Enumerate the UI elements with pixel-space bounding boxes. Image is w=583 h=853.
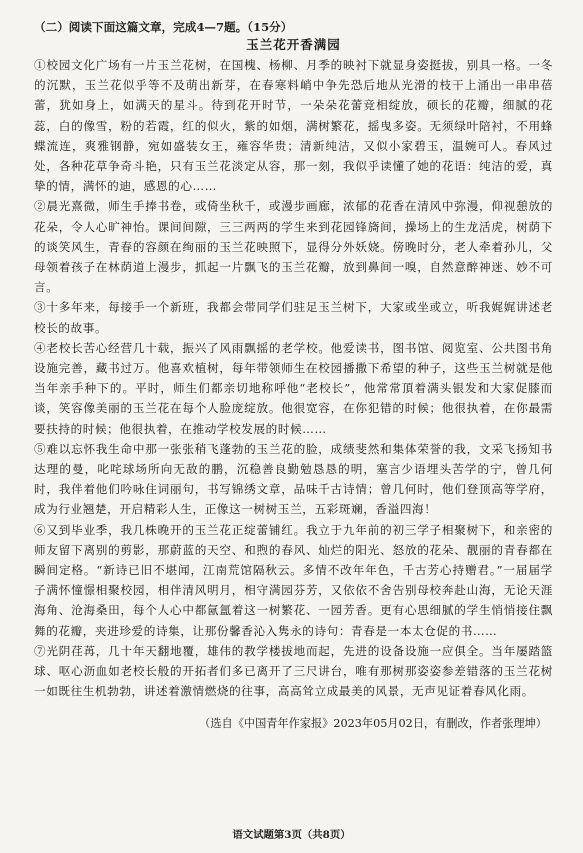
paragraph-6: ⑥又到毕业季，我几株晚开的玉兰花正绽蕾铺红。我立于九年前的初三学子相聚树下，和亲密的师友留下离别的剪影，那蔚蓝的天空、和煦的春风、灿烂的阳光、怒放的花朵、靓丽的青春都在瞬间定格。“新诗已旧不堪闻，江南荒馆隔秋云。多情不改年年色，千古芳心持赠君。”一届届学子满怀憧憬相聚校园，相伴清风明月，相守满园芬芳，又依依不舍告别母校奔赴山海，无论天涯海角、沧海桑田，每个人心中都氤氲着这一树繁花、一园芳香。更有心思细腻的学生悄悄接住飘舞的花瓣，夹进珍爱的诗集，让那份馨香沁入隽永的诗句：青春是一本太仓促的书…… (34, 522, 553, 638)
paragraph-7: ⑦光阴荏苒，几十年天翻地覆，雄伟的教学楼拔地而起，先进的设备设施一应俱全。当年屡踏篮球、呕心沥血如老校长般的开拓者们多已离开了三尺讲台，唯有那树那姿姿参差错落的玉兰花树一如既往生机勃勃，讲述着激情燃烧的往事，高高耸立成最美的风景，无声见证着春风化雨。 (34, 643, 553, 699)
page-footer: 语文试题第3页（共8页） (232, 829, 351, 841)
paragraph-5: ⑤难以忘怀我生命中那一张张稍飞蓬勃的玉兰花的脸，成绩斐然和集体荣誉的我，文采飞扬知书达理的曼，叱咤球场所向无敌的鹏，沉稳善良勤勉恳恳的明，塞言少语埋头苦学的宁，曾几何时，我伴着他们吟咏住词丽句，书写锦绣文章，品味千古诗情；曾几何时，他们登顶高等学府，成为行业翘楚，开启精彩人生，正像这一树树玉兰，五彩斑斓，香溢四海！ (34, 441, 553, 517)
section-instruction: （二）阅读下面这篇文章，完成4—7题。（15分） (34, 20, 293, 34)
paragraph-3: ③十多年来，每接手一个新班，我都会带同学们驻足玉兰树下，大家或坐或立，听我娓娓讲述老校长的故事。 (34, 300, 553, 335)
article-source: （选自《中国青年作家报》2023年05月02日，有删改，作者张理坤） (199, 716, 547, 730)
paragraph-2: ②晨光熹微，师生手捧书卷，或倚坐秋千，或漫步画廊，浓郁的花香在清风中弥漫，仰视憩放的花朵，令人心旷神怡。课间间隙，三三两两的学生来到花园锋旖间，操场上的生龙活虎，树荫下的谈笑风生，青春的容颜在绚丽的玉兰花映照下，显得分外妖娆。傍晚时分，老人牵着孙儿，父母领着孩子在林荫道上漫步，抓起一片飘飞的玉兰花瓣，放到鼻间一嗅，自然意醉神迷、妙不可言。 (34, 199, 553, 295)
paragraph-4: ④老校长苦心经营几十载，振兴了风雨飘摇的老学校。他爱读书，图书馆、阅览室、公共图书角设施完善，藏书过万。他喜欢植树，每年带领师生在校园播撒下希望的种子，这些玉兰树就是他当年亲手种下的。平时，师生们都亲切地称呼他“老校长”，他常常頂着满头银发和大家促膝而谈，笑容像美丽的玉兰花在每个人脸庞绽放。他很宽容，在你犯错的时候；他很执着，在你最需要扶持的时候；他很执着，在推动学校发展的时候…… (34, 340, 553, 436)
article-title: 玉兰花开香满园 (246, 37, 341, 52)
paragraph-1: ①校园文化广场有一片玉兰花树，在国槐、杨柳、月季的映衬下就显身姿挺拔，别具一格。一冬的沉默，玉兰花似乎等不及萌出新芽，在春寒料峭中争先恐后地从光滑的枝干上涌出一串串蓓蕾，犹如身上，如满天的星斗。待到花开时节，一朵朵花蕾竞相绽放，硕长的花瓣，细腻的花蕊，白的像雪，粉的若霞，红的似火，紫的如烟，满树繁花，摇曳多姿。无须绿叶陪衬，不用蜂蝶流连，爽雅钢静，宛如盛装女王，雍容华贵；清新纯洁，又似小家碧玉，温婉可人。春风过处，各种花草争奇斗艳，只有玉兰花淡定从容，那一刻，我似乎读懂了她的花语：纯洁的爱，真挚的情，满怀的迪，感恩的心…… (34, 58, 553, 194)
